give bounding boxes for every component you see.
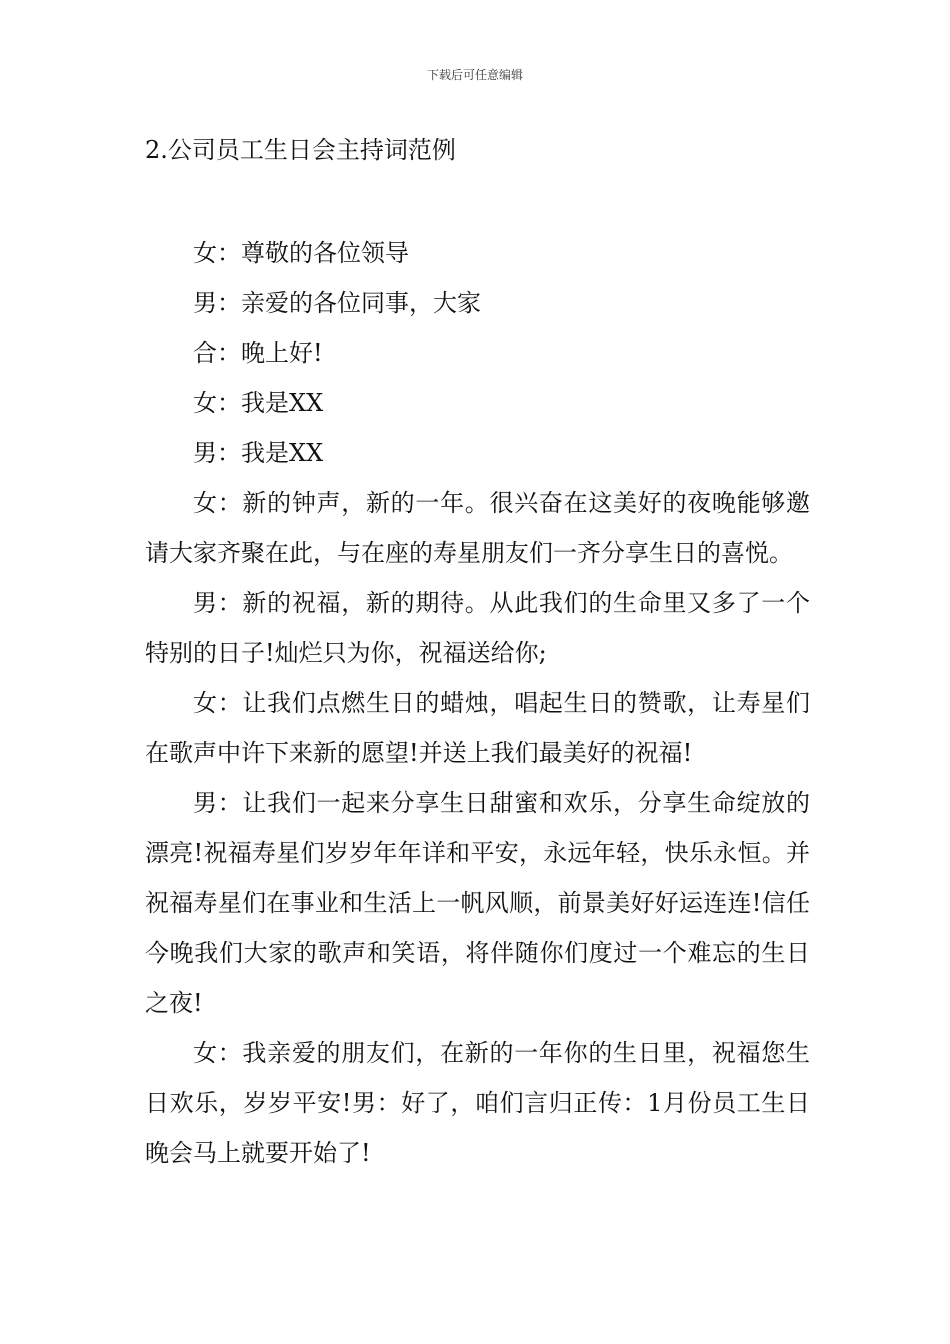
paragraph: 女：让我们点燃生日的蜡烛，唱起生日的赞歌，让寿星们在歌声中许下来新的愿望!并送上我们最美好的祝福!	[145, 689, 810, 767]
paragraph: 女：我亲爱的朋友们，在新的一年你的生日里，祝福您生日欢乐，岁岁平安!男：好了，咱们言归正传：1月份员工生日晚会马上就要开始了!	[145, 1039, 810, 1167]
paragraph: 女：尊敬的各位领导	[193, 239, 409, 267]
paragraph: 女：我是XX	[193, 389, 324, 417]
document-title: 2.公司员工生日会主持词范例	[145, 136, 456, 164]
header-note: 下载后可任意编辑	[426, 68, 523, 82]
paragraph: 女：新的钟声，新的一年。很兴奋在这美好的夜晚能够邀请大家齐聚在此，与在座的寿星朋友们一齐分享生日的喜悦。	[145, 489, 810, 567]
paragraph: 男：新的祝福，新的期待。从此我们的生命里又多了一个特别的日子!灿烂只为你，祝福送给你;	[145, 589, 810, 667]
paragraph: 男：我是XX	[193, 439, 324, 467]
document-body	[145, 228, 810, 1178]
paragraph: 合：晚上好!	[193, 339, 323, 367]
paragraph: 男：亲爱的各位同事，大家	[193, 289, 481, 317]
paragraph: 男：让我们一起来分享生日甜蜜和欢乐，分享生命绽放的漂亮!祝福寿星们岁岁年年详和平安，永远年轻，快乐永恒。并祝福寿星们在事业和生活上一帆风顺，前景美好好运连连!信任今晚我们大家的歌声和笑语，将伴随你们度过一个难忘的生日之夜!	[145, 789, 810, 1017]
